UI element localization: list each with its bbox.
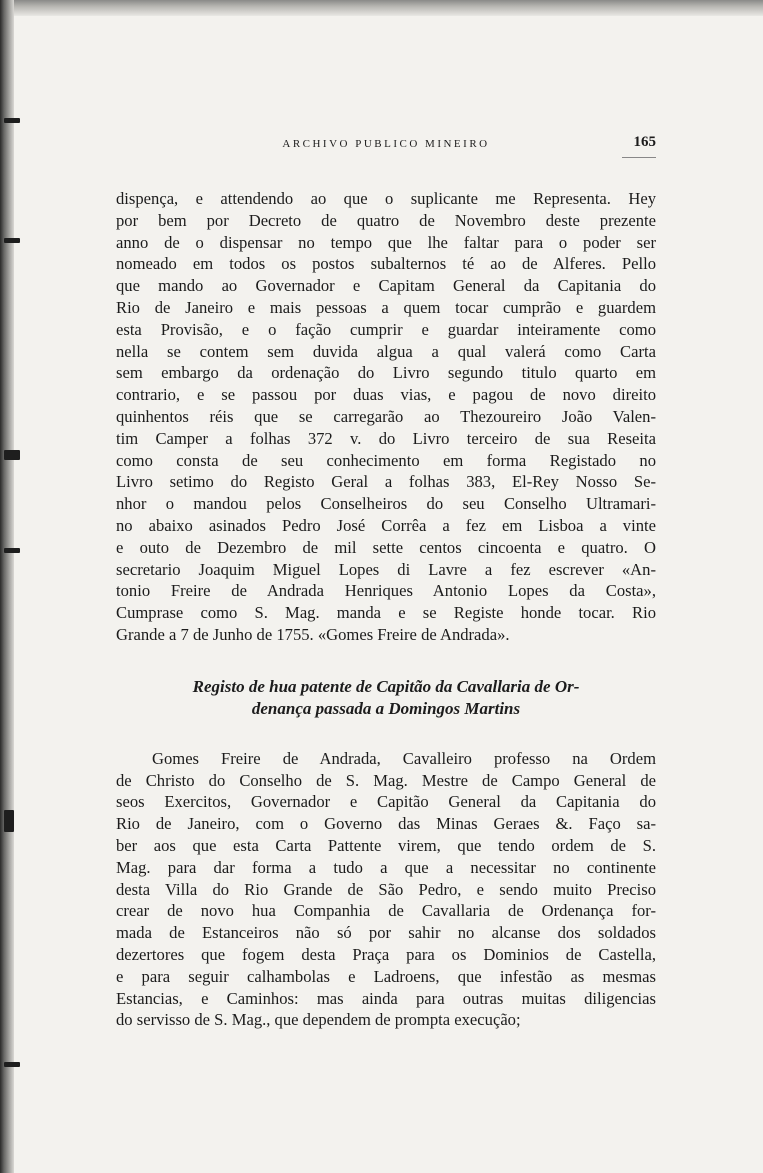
header-title: ARCHIVO PUBLICO MINEIRO	[282, 138, 490, 150]
text-line: denança passada a Domingos Martins	[251, 698, 521, 718]
text-line: tim Camper a folhas 372 v. do Livro terceiro de sua Reseita	[116, 428, 656, 448]
text-line: dispença, e attendendo ao que o suplicante me Representa. Hey	[116, 189, 656, 208]
text-line: e outo de Dezembro de mil sette centos cincoenta e quatro. O	[116, 537, 656, 557]
binding-mark	[4, 118, 20, 123]
document-heading	[116, 676, 656, 720]
text-line: sem embargo da ordenação do Livro segundo titulo quarto em	[116, 363, 656, 383]
text-line: nomeado em todos os postos subalternos té ao de Alferes. Pello	[116, 254, 656, 274]
page-number: 165	[633, 134, 656, 150]
text-line: Livro setimo do Registo Geral a folhas 383, El-Rey Nosso Se-	[116, 472, 656, 492]
paragraph-continuation	[116, 188, 656, 646]
text-line: de Christo do Conselho de S. Mag. Mestre de Campo General de	[116, 770, 656, 790]
scan-left-edge	[0, 0, 14, 1173]
book-page	[116, 132, 656, 1031]
text-line: do servisso de S. Mag., que dependem de prompta execução;	[116, 1010, 521, 1030]
text-line: Mag. para dar forma a tudo a que a necessitar no continente	[116, 857, 656, 877]
text-line: Gomes Freire de Andrada, Cavalleiro professo na Ordem	[152, 748, 656, 768]
text-line: desta Villa do Rio Grande de São Pedro, e sendo muito Preciso	[116, 879, 656, 899]
binding-mark	[4, 238, 20, 243]
text-line: por bem por Decreto de quatro de Novembro deste prezente	[116, 210, 656, 230]
binding-mark	[4, 548, 20, 553]
text-line: anno de o dispensar no tempo que lhe faltar para o poder ser	[116, 232, 656, 252]
text-line: Grande a 7 de Junho de 1755. «Gomes Freire de Andrada».	[116, 624, 510, 644]
binding-mark	[4, 810, 14, 832]
text-line: nhor o mandou pelos Conselheiros do seu Conselho Ultramari-	[116, 494, 656, 514]
binding-mark	[4, 450, 20, 460]
text-line: nella se contem sem duvida algua a qual valerá como Carta	[116, 341, 656, 361]
text-line: Estancias, e Caminhos: mas ainda para outras muitas diligencias	[116, 988, 656, 1008]
text-line: dezertores que fogem desta Praça para os Dominios de Castella,	[116, 944, 656, 964]
text-line: como consta de seu conhecimento em forma Registado no	[116, 450, 656, 470]
text-line: Rio de Janeiro e mais pessoas a quem tocar cumprão e guardem	[116, 297, 656, 317]
text-line: quinhentos réis que se carregarão ao Thezoureiro João Valen-	[116, 406, 656, 426]
text-line: Cumprase como S. Mag. manda e se Registe honde tocar. Rio	[116, 603, 656, 623]
text-line: Rio de Janeiro, com o Governo das Minas Geraes &. Faço sa-	[116, 814, 656, 834]
text-line: secretario Joaquim Miguel Lopes di Lavre a fez escrever «An-	[116, 559, 656, 579]
text-line: ber aos que esta Carta Pattente virem, que tendo ordem de S.	[116, 835, 656, 855]
text-line: Registo de hua patente de Capitão da Cavallaria de Or-	[192, 676, 580, 696]
text-line: seos Exercitos, Governador e Capitão General da Capitania do	[116, 792, 656, 812]
running-head	[116, 132, 656, 154]
text-line: esta Provisão, e o fação cumprir e guardar inteiramente como	[116, 319, 656, 339]
text-line: contrario, e se passou por duas vias, e pagou de novo direito	[116, 385, 656, 405]
paragraph-patent	[116, 748, 656, 1031]
text-line: que mando ao Governador e Capitam General da Capitania do	[116, 276, 656, 296]
scan-top-edge	[0, 0, 763, 16]
header-rule	[622, 157, 656, 158]
text-line: e para seguir calhambolas e Ladroens, que infestão as mesmas	[116, 966, 656, 986]
text-line: crear de novo hua Companhia de Cavallaria de Ordenança for-	[116, 901, 656, 921]
binding-mark	[4, 1062, 20, 1067]
text-line: tonio Freire de Andrada Henriques Antonio Lopes da Costa»,	[116, 581, 656, 601]
text-line: mada de Estanceiros não só por sahir no alcanse dos soldados	[116, 923, 656, 943]
text-line: no abaixo asinados Pedro José Corrêa a fez em Lisboa a vinte	[116, 515, 656, 535]
